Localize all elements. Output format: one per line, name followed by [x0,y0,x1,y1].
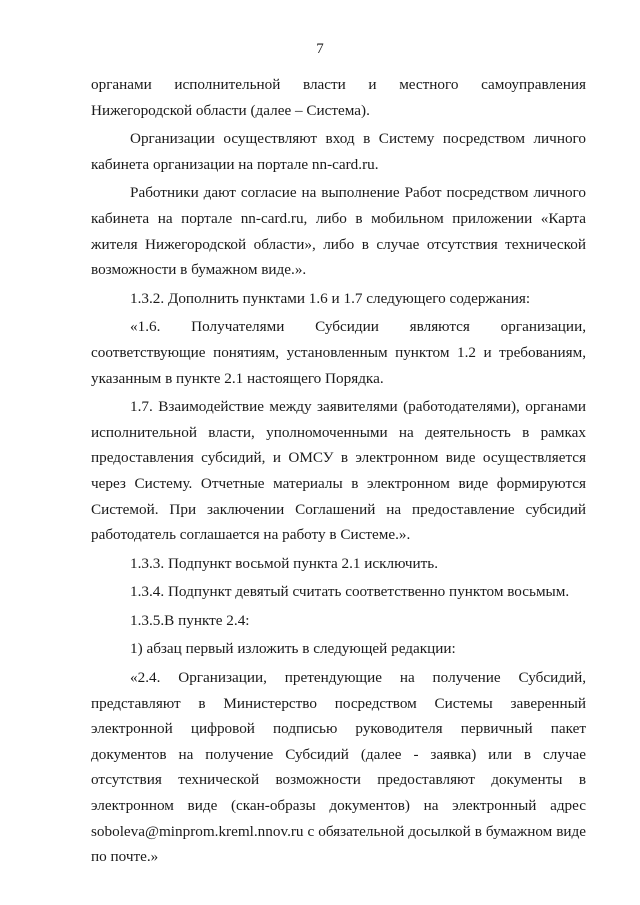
paragraph-organizations-login: Организации осуществляют вход в Систему посредством личного кабинета организации на портале nn-card.ru. [91,130,586,173]
paragraph-system-continuation: органами исполнительной власти и местного самоуправления Нижегородской области (далее – Система). [91,76,586,119]
document-body [91,72,586,870]
paragraph-1-6: «1.6. Получателями Субсидии являются организации, соответствующие понятиям, установленным пунктом 1.2 и требованиям, указанным в пункте 2.1 настоящего Порядка. [91,318,586,387]
page-number: 7 [316,41,324,57]
paragraph-1-3-2: 1.3.2. Дополнить пунктами 1.6 и 1.7 следующего содержания: [130,289,531,307]
paragraph-workers-consent: Работники дают согласие на выполнение Работ посредством личного кабинета на портале nn-card.ru, либо в мобильном приложении «Карта жителя Нижегородской области», либо в случае отсутствия технической возможности в бумажном виде.». [91,184,586,279]
paragraph-abzac-first: 1) абзац первый изложить в следующей редакции: [130,640,456,658]
paragraph-1-3-5: 1.3.5.В пункте 2.4: [130,611,250,629]
paragraph-1-3-3: 1.3.3. Подпункт восьмой пункта 2.1 исключить. [130,554,439,572]
paragraph-1-7: 1.7. Взаимодействие между заявителями (работодателями), органами исполнительной власти, уполномоченными на деятельность в рамках предоставления субсидий, и ОМСУ в электронном виде осуществляется через Систему. Отчетные материалы в электронном виде формируются Системой. При заключении Соглашений на предоставление субсидий работодатель соглашается на работу в Системе.». [91,398,586,544]
paragraph-1-3-4: 1.3.4. Подпункт девятый считать соответственно пунктом восьмым. [130,583,570,601]
paragraph-2-4: «2.4. Организации, претендующие на получение Субсидий, представляют в Министерство посредством Системы заверенный электронной цифровой подписью руководителя первичный пакет документов на получение Субсидий (далее - заявка) или в случае отсутствия технической возможности предоставляют документы в электронном виде (скан-образы документов) на электронный адрес soboleva@minprom.kreml.nnov.ru с обязательной досылкой в бумажном виде по почте.» [91,669,586,866]
